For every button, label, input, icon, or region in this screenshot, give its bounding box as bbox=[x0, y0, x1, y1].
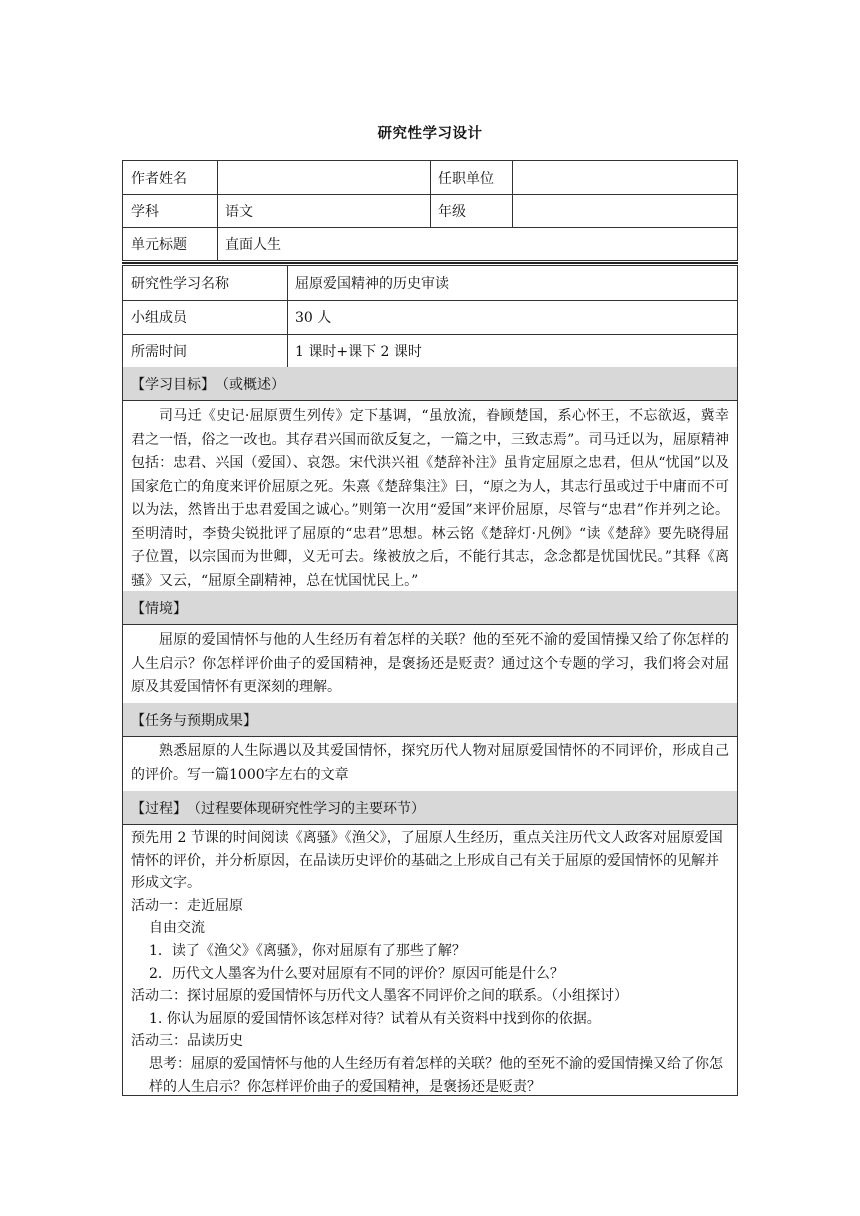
study-name-value: 屈原爱国精神的历史审读 bbox=[295, 276, 449, 292]
members-value: 30 人 bbox=[295, 310, 332, 326]
goals-text: 司马迁《史记·屈原贾生列传》定下基调，“虽放流，眷顾楚国，系心怀王，不忘欲返，冀幸君之一悟，俗之一改也。其存君兴国而欲反复之，一篇之中，三致志焉”。司马迁以为，屈原精神包括：忠君、兴国（爱国）、哀怨。宋代洪兴祖《楚辞补注》虽肯定屈原之忠君，但从“忧国”以及国家危亡的角度来评价屈原之死。朱熹《楚辞集注》曰，“原之为人，其志行虽或过于中庸而不可以为法，然皆出于忠君爱国之诚心。”则第一次用“爱国”来评价屈原，尽管与“忠君”作并列之论。至明清时，李贽尖锐批评了屈原的“忠君”思想。林云铭《楚辞灯·凡例》“读《楚辞》要先晓得屈子位置，以宗国而为世卿，义无可去。缘被放之后，不能行其志，念念都是忧国忧民。”其释《离骚》又云，“屈原全副精神，总在忧国忧民上。” bbox=[131, 408, 729, 589]
divider bbox=[123, 624, 737, 625]
process-body bbox=[131, 827, 731, 1098]
divider bbox=[123, 736, 737, 737]
divider bbox=[123, 400, 737, 401]
activity-three-title: 活动三：品读历史 bbox=[131, 1033, 243, 1050]
unit-title-label: 单元标题 bbox=[131, 236, 187, 253]
info-table bbox=[122, 160, 738, 261]
unit-label: 任职单位 bbox=[438, 170, 494, 187]
process-heading-main: 【过程】 bbox=[131, 800, 187, 817]
goals-heading-main: 【学习目标】 bbox=[131, 376, 215, 393]
unit-title-value: 直面人生 bbox=[225, 236, 281, 253]
study-name-label: 研究性学习名称 bbox=[131, 276, 229, 292]
grade-label: 年级 bbox=[438, 203, 466, 220]
author-label: 作者姓名 bbox=[131, 170, 187, 187]
activity-three-think: 思考：屈原的爱国情怀与他的人生经历有着怎样的关联？他的至死不渝的爱国情操又给了你怎样的人生启示？你怎样评价曲子的爱国精神，是褒扬还是贬责？ bbox=[149, 1055, 723, 1095]
activity-one-title: 活动一：走近屈原 bbox=[131, 897, 243, 914]
goals-heading-sub: （或概述） bbox=[215, 376, 285, 393]
divider bbox=[123, 824, 737, 825]
subject-label: 学科 bbox=[131, 203, 159, 220]
unit-value bbox=[512, 161, 737, 194]
process-heading-sub: （过程要体现研究性学习的主要环节） bbox=[187, 800, 425, 817]
double-rule bbox=[122, 262, 738, 264]
activity-one-question-1: 1．读了《渔父》《离骚》，你对屈原有了那些了解？ bbox=[149, 942, 466, 959]
situation-heading: 【情境】 bbox=[131, 600, 187, 617]
study-table bbox=[122, 265, 738, 1096]
author-value bbox=[217, 161, 430, 194]
task-text: 熟悉屈原的人生际遇以及其爱国情怀，探究历代人物对屈原爱国情怀的不同评价，形成自己的评价。写一篇1000字左右的文章 bbox=[131, 743, 729, 783]
activity-one-subtitle: 自由交流 bbox=[149, 920, 205, 937]
situation-header-band bbox=[123, 591, 737, 624]
activity-two-title: 活动二：探讨屈原的爱国情怀与历代文人墨客不同评价之间的联系。（小组探讨） bbox=[131, 988, 628, 1005]
grade-value bbox=[512, 194, 737, 227]
time-value: 1 课时+课下 2 课时 bbox=[295, 343, 422, 360]
document-title: 研究性学习设计 bbox=[377, 126, 483, 142]
goals-heading bbox=[131, 367, 285, 400]
members-label: 小组成员 bbox=[131, 310, 187, 326]
subject-value: 语文 bbox=[225, 203, 253, 220]
time-label: 所需时间 bbox=[131, 343, 187, 360]
task-heading: 【任务与预期成果】 bbox=[131, 712, 257, 729]
situation-text: 屈原的爱国情怀与他的人生经历有着怎样的关联？他的至死不渝的爱国情操又给了你怎样的人生启示？你怎样评价曲子的爱国精神，是褒扬还是贬责？通过这个专题的学习，我们将会对屈原及其爱国情怀有更深刻的理解。 bbox=[131, 632, 729, 695]
process-intro: 预先用 2 节课的时间阅读《离骚》《渔父》，了屈原人生经历，重点关注历代文人政客对屈原爱国情怀的评价，并分析原因，在品读历史评价的基础之上形成自己有关于屈原的爱国情怀的见解并形成文字。 bbox=[131, 830, 723, 892]
activity-one-question-2: 2．历代文人墨客为什么要对屈原有不同的评价？原因可能是什么？ bbox=[149, 965, 564, 982]
activity-two-question-1: 1. 你认为屈原的爱国情怀该怎样对待？试着从有关资料中找到你的依据。 bbox=[149, 1010, 601, 1027]
process-heading bbox=[131, 791, 425, 824]
